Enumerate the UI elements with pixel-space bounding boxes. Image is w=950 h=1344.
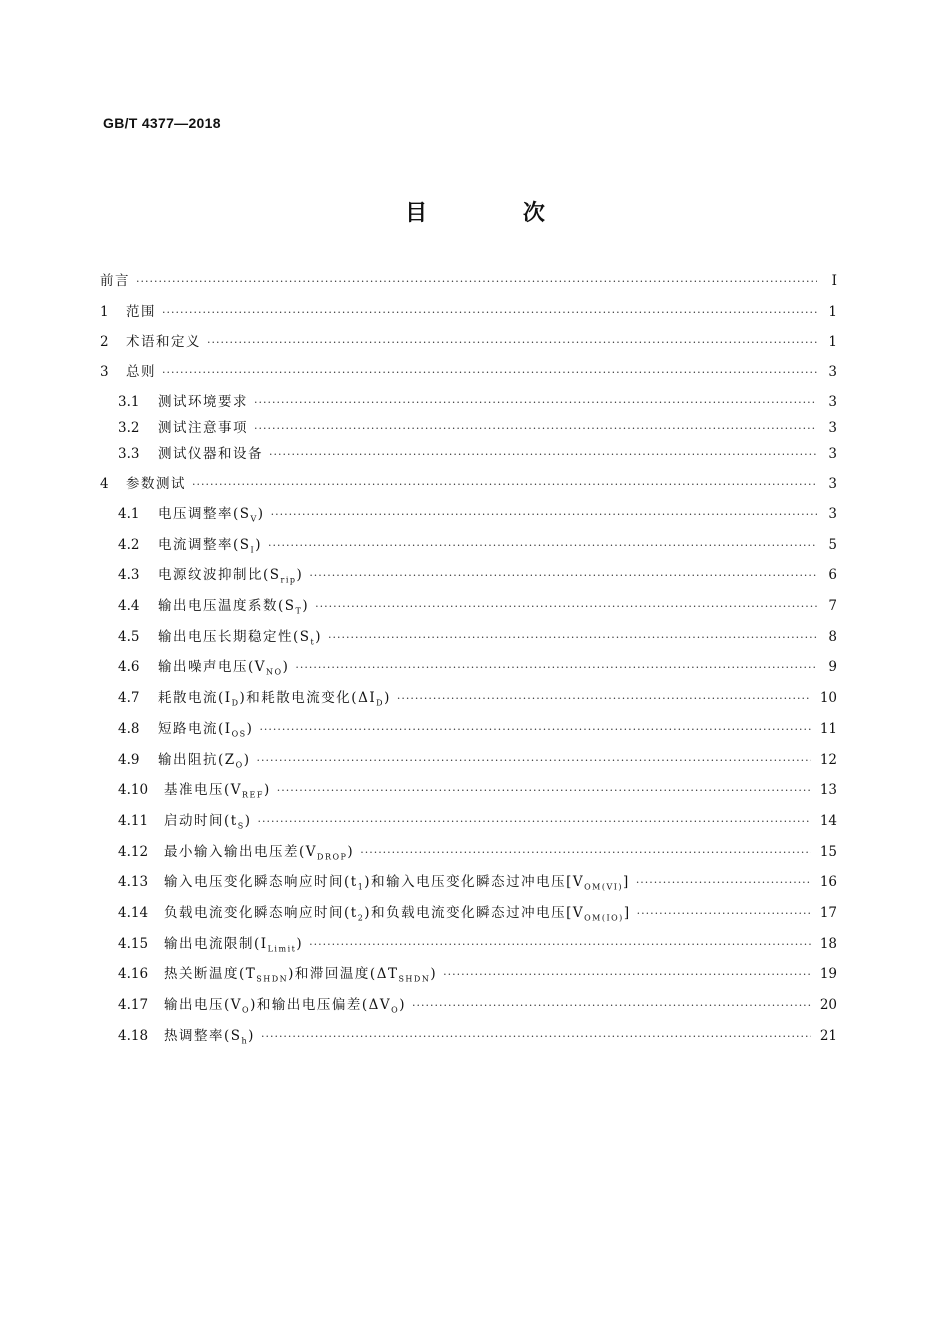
toc-entry-title: 短路电流$(I_{OS})$ [158, 720, 254, 739]
toc-entry-number: 4.14 [118, 904, 149, 921]
toc-entry[interactable] [100, 996, 837, 1020]
dot-leader [328, 629, 817, 647]
toc-entry-number: 4.4 [118, 598, 140, 615]
toc-entry[interactable] [100, 597, 837, 621]
dot-leader [257, 813, 811, 831]
toc-entry-title: 范围 [126, 304, 156, 320]
toc-entry-page: 1 [828, 304, 837, 320]
toc-entry-number: 3.1 [118, 394, 140, 410]
toc-entry-number: 4.11 [118, 812, 149, 829]
toc-entry-number: 4.18 [118, 1027, 149, 1044]
dot-leader [295, 659, 817, 677]
toc-entry-title: 热关断温度$(T_{SHDN})$和滞回温度$(\Delta T_{SHDN})$ [164, 966, 438, 984]
toc-entry-number: 4.3 [118, 567, 140, 584]
toc-entry-number: 4.8 [118, 720, 140, 737]
dot-leader [309, 936, 811, 954]
toc-entry[interactable] [100, 689, 837, 713]
toc-entry-number: 4.5 [118, 628, 140, 645]
toc-entry[interactable] [100, 393, 837, 412]
toc-entry-title: 输出电压$(V_O)$和输出电压偏差$(\Delta V_O)$ [164, 997, 406, 1015]
toc-entry-title: 术语和定义 [126, 334, 201, 350]
toc-entry[interactable] [100, 1027, 837, 1051]
toc-entry-page: Ⅰ [831, 273, 837, 289]
toc-entry-page: 3 [828, 364, 837, 380]
toc-entry-title: 电压调整率$(S_V)$ [158, 506, 265, 524]
dot-leader [136, 273, 817, 291]
toc-entry[interactable] [100, 536, 837, 560]
toc-entry-page: 1 [828, 334, 837, 350]
dot-leader [259, 721, 811, 739]
toc-entry-number: 4.9 [118, 751, 140, 768]
toc-entry-number: 4.15 [118, 935, 149, 952]
toc-entry-title: 测试注意事项 [158, 420, 248, 436]
toc-entry[interactable] [100, 873, 837, 897]
toc-entry-title: 输入电压变化瞬态响应时间$(t_1)$和输入电压变化瞬态过冲电压$[V_{OM(VI)}]$ [164, 874, 630, 892]
dot-leader [277, 782, 811, 800]
toc-entry-page: 3 [828, 420, 837, 436]
toc-entry-page: 3 [828, 446, 837, 462]
toc-entry-title: 电源纹波抑制比$(S_{rip})$ [158, 567, 304, 586]
toc-entry-page: 6 [828, 567, 837, 584]
toc-entry-page: 13 [819, 782, 837, 799]
toc-entry[interactable] [100, 904, 837, 928]
toc-entry-title: 负载电流变化瞬态响应时间$(t_2)$和负载电流变化瞬态过冲电压$[V_{OM(IO)}]$ [164, 904, 631, 923]
toc-entry-number: 3.2 [118, 420, 140, 436]
toc-entry-number: 4 [100, 476, 109, 492]
dot-leader [360, 844, 811, 862]
toc-entry-page: 11 [819, 720, 837, 737]
toc-entry[interactable] [100, 751, 837, 775]
toc-entry-number: 3 [100, 364, 109, 380]
dot-leader [257, 752, 812, 770]
toc-entry-title: 参数测试 [126, 476, 186, 492]
dot-leader [254, 420, 817, 438]
toc-entry-title: 最小输入输出电压差$(V_{DROP})$ [164, 843, 355, 862]
toc-entry-page: 5 [828, 536, 837, 553]
toc-entry[interactable] [100, 419, 837, 438]
toc-entry-page: 17 [819, 904, 837, 921]
toc-entry-title: 耗散电流$(I_D)$和耗散电流变化$(\Delta I_D)$ [158, 690, 391, 708]
toc-entry[interactable] [100, 505, 837, 529]
toc-entry-title: 输出阻抗$(Z_O)$ [158, 751, 251, 770]
toc-entry-title: 测试环境要求 [158, 394, 248, 410]
toc-entry[interactable] [100, 333, 837, 352]
toc-entry-title: 热调整率$(S_h)$ [164, 1027, 255, 1046]
toc-entry-page: 14 [819, 812, 837, 829]
toc-entry-number: 1 [100, 304, 109, 320]
toc-entry-page: 21 [819, 1027, 837, 1044]
dot-leader [192, 476, 817, 494]
toc-entry[interactable] [100, 363, 837, 382]
toc-entry-page: 3 [828, 394, 837, 410]
dot-leader [261, 1028, 811, 1046]
dot-leader [309, 567, 817, 585]
toc-entry[interactable] [100, 566, 837, 590]
toc-entry-title: 启动时间$(t_S)$ [164, 812, 252, 831]
toc-entry-number: 2 [100, 334, 109, 350]
dot-leader [443, 966, 811, 984]
dot-leader [268, 537, 817, 555]
toc-entry-number: 4.1 [118, 506, 140, 522]
toc-entry[interactable] [100, 720, 837, 744]
toc-entry-page: 10 [819, 690, 837, 707]
toc-entry-number: 4.2 [118, 536, 140, 553]
toc-entry[interactable] [100, 935, 837, 959]
toc-entry[interactable] [100, 658, 837, 682]
toc-entry-number: 4.10 [118, 782, 149, 799]
toc-entry[interactable] [100, 475, 837, 494]
toc-entry-page: 15 [819, 843, 837, 860]
dot-leader [397, 690, 811, 708]
dot-leader [315, 598, 817, 616]
toc-entry-number: 4.16 [118, 966, 149, 983]
toc-entry-number: 4.17 [118, 997, 149, 1013]
toc-entry[interactable] [100, 303, 837, 322]
dot-leader [636, 874, 811, 892]
document-code: GB/T 4377—2018 [103, 115, 221, 131]
toc-entry[interactable] [100, 445, 837, 464]
toc-entry[interactable] [100, 781, 837, 805]
toc-entry-page: 3 [828, 476, 837, 492]
toc-entry-page: 19 [819, 966, 837, 983]
table-of-contents [100, 272, 837, 1050]
toc-entry-number: 4.12 [118, 843, 149, 860]
toc-entry[interactable] [100, 812, 837, 836]
toc-entry-page: 12 [819, 751, 837, 768]
toc-entry-page: 3 [828, 506, 837, 522]
toc-entry-number: 3.3 [118, 446, 140, 462]
toc-entry[interactable] [100, 272, 837, 291]
dot-leader [271, 506, 817, 524]
toc-entry-title: 输出电压长期稳定性$(S_t)$ [158, 628, 323, 647]
dot-leader [637, 905, 811, 923]
toc-entry-page: 16 [819, 874, 837, 891]
dot-leader [412, 997, 811, 1015]
dot-leader [162, 364, 817, 382]
toc-entry-title: 输出电压温度系数$(S_T)$ [158, 598, 310, 616]
toc-entry-number: 4.13 [118, 874, 149, 891]
toc-entry-title: 测试仪器和设备 [158, 446, 263, 462]
dot-leader [162, 304, 817, 322]
dot-leader [207, 334, 817, 352]
toc-entry-title: 总则 [126, 364, 156, 380]
toc-entry-title: 前言 [100, 273, 130, 289]
toc-entry-page: 9 [828, 659, 837, 676]
dot-leader [269, 446, 817, 464]
toc-entry-title: 基准电压$(V_{REF})$ [164, 782, 271, 800]
page-title: 目 次 [405, 201, 589, 226]
toc-entry-page: 8 [828, 628, 837, 645]
toc-entry-title: 输出噪声电压$(V_{NO})$ [158, 659, 290, 678]
toc-entry-page: 7 [828, 598, 837, 615]
toc-entry[interactable] [100, 843, 837, 867]
toc-entry[interactable] [100, 628, 837, 652]
toc-entry-number: 4.6 [118, 659, 140, 676]
toc-entry-page: 18 [819, 935, 837, 952]
dot-leader [254, 394, 817, 412]
toc-entry-number: 4.7 [118, 690, 140, 707]
toc-entry-title: 输出电流限制$(I_{Limit})$ [164, 935, 304, 954]
toc-entry-title: 电流调整率$(S_I)$ [158, 536, 262, 555]
toc-entry-page: 20 [819, 997, 837, 1013]
toc-entry[interactable] [100, 965, 837, 989]
